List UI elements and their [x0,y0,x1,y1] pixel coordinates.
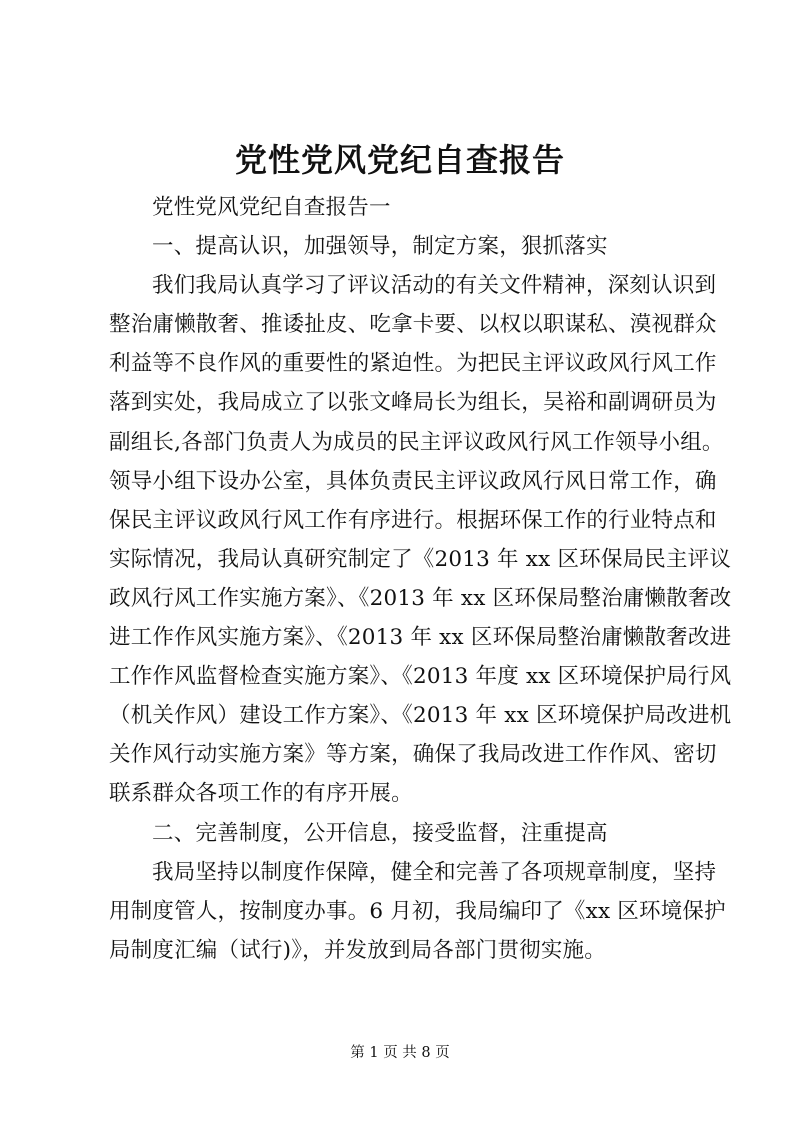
paragraph-1-line: 副组长,各部门负责人为成员的民主评议政风行风工作领导小组。 [109,429,724,455]
document-body [109,188,732,970]
section-heading-1: 一、提高认识，加强领导，制定方案，狠抓落实 [152,234,608,260]
paragraph-1-line: （机关作风）建设工作方案》、《2013 年 xx 区环境保护局改进机 [109,703,732,729]
paragraph-1-line: 工作作风监督检查实施方案》、《2013 年度 xx 区环境保护局行风 [109,664,732,690]
page-footer: 第 1 页 共 8 页 [350,1045,450,1061]
paragraph-1-line: 进工作作风实施方案》、《2013 年 xx 区环保局整治庸懒散奢改进 [109,625,732,651]
paragraph-2-line: 我局坚持以制度作保障，健全和完善了各项规章制度，坚持 [152,859,717,885]
paragraph-1-line: 利益等不良作风的重要性的紧迫性。为把民主评议政风行风工作 [109,351,717,377]
document-subtitle: 党性党风党纪自查报告一 [152,195,391,220]
paragraph-1-line: 我们我局认真学习了评议活动的有关文件精神，深刻认识到 [152,273,717,299]
section-heading-2: 二、完善制度，公开信息，接受监督，注重提高 [152,820,608,846]
paragraph-1-line: 政风行风工作实施方案》、《2013 年 xx 区环保局整治庸懒散奢改 [109,585,732,611]
document-title: 党性党风党纪自查报告 [234,141,565,179]
paragraph-1-line: 落到实处，我局成立了以张文峰局长为组长，吴裕和副调研员为 [109,390,717,416]
paragraph-1-line: 联系群众各项工作的有序开展。 [109,781,413,807]
paragraph-1-line: 领导小组下设办公室，具体负责民主评议政风行风日常工作，确 [109,468,717,494]
paragraph-1-line: 关作风行动实施方案》等方案，确保了我局改进工作作风、密切 [109,742,717,768]
paragraph-1-line: 保民主评议政风行风工作有序进行。根据环保工作的行业特点和 [109,507,717,533]
paragraph-2-line: 局制度汇编（试行)》，并发放到局各部门贯彻实施。 [109,937,606,963]
paragraph-1-line: 实际情况，我局认真研究制定了《2013 年 xx 区环保局民主评议 [109,546,732,572]
paragraph-2-line: 用制度管人，按制度办事。6 月初，我局编印了《xx 区环境保护 [109,898,726,924]
paragraph-1-line: 整治庸懒散奢、推诿扯皮、吃拿卡要、以权以职谋私、漠视群众 [109,312,717,338]
